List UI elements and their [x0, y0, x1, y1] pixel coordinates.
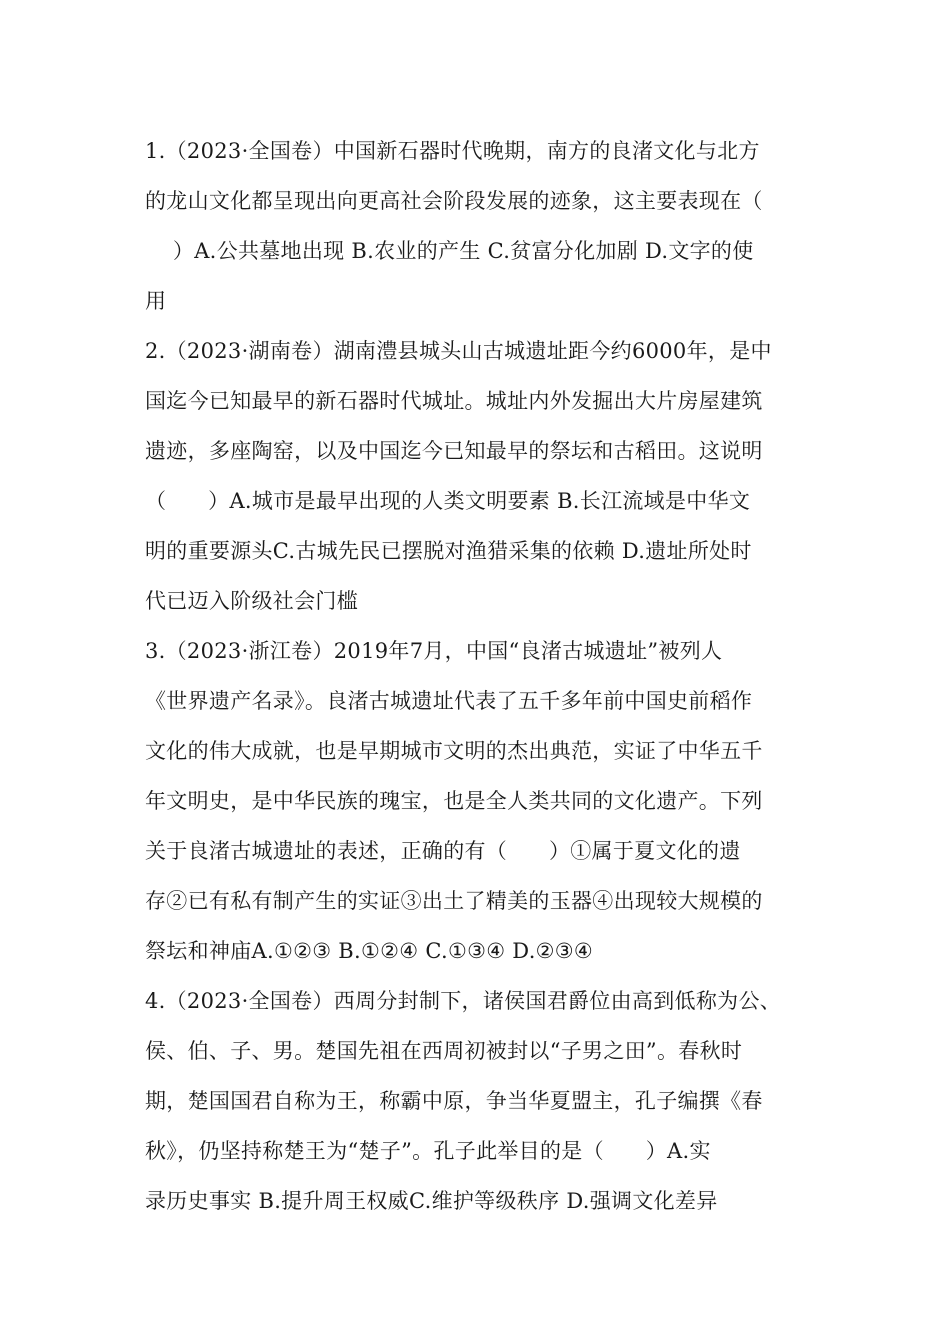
- question-3-line-4: 年文明史，是中华民族的瑰宝，也是全人类共同的文化遗产。下列: [145, 789, 763, 813]
- question-3-line-2: 《世界遗产名录》。良渚古城遗址代表了五千多年前中国史前稻作: [145, 689, 753, 713]
- question-2-line-4: （ ）A.城市是最早出现的人类文明要素 B.长江流域是中华文: [145, 489, 751, 513]
- question-2-line-3: 遗迹，多座陶窑，以及中国迄今已知最早的祭坛和古稻田。这说明: [145, 439, 763, 463]
- question-4: [145, 976, 815, 1226]
- question-2-line-2: 国迄今已知最早的新石器时代城址。城址内外发掘出大片房屋建筑: [145, 389, 763, 413]
- question-4-line-5: 录历史事实 B.提升周王权威C.维护等级秩序 D.强调文化差异: [145, 1189, 718, 1213]
- question-3-line-5: 关于良渚古城遗址的表述，正确的有（ ）①属于夏文化的遗: [145, 839, 741, 863]
- question-3: [145, 626, 815, 976]
- question-1-line-2: 的龙山文化都呈现出向更高社会阶段发展的迹象，这主要表现在（: [145, 189, 763, 213]
- question-2-line-5: 明的重要源头C.古城先民已摆脱对渔猎采集的依赖 D.遗址所处时: [145, 539, 752, 563]
- question-3-line-7: 祭坛和神庙A.①②③ B.①②④ C.①③④ D.②③④: [145, 939, 594, 963]
- question-1-line-4: 用: [145, 289, 167, 313]
- question-1-line-3: ）A.公共墓地出现 B.农业的产生 C.贫富分化加剧 D.文字的使: [145, 239, 754, 263]
- question-1: [145, 126, 815, 326]
- question-1-line-1: 1.（2023·全国卷）中国新石器时代晚期，南方的良渚文化与北方: [145, 139, 760, 163]
- question-3-line-1: 3.（2023·浙江卷）2019年7月，中国“良渚古城遗址”被列人: [145, 639, 723, 663]
- question-4-line-4: 秋》，仍坚持称楚王为“楚子”。孔子此举目的是（ ）A.实: [145, 1139, 711, 1163]
- question-list: [145, 126, 815, 1226]
- question-2-line-6: 代已迈入阶级社会门槛: [145, 589, 358, 613]
- question-2-line-1: 2.（2023·湖南卷）湖南澧县城头山古城遗址距今约6000年，是中: [145, 339, 772, 363]
- question-2: [145, 326, 815, 626]
- question-4-line-2: 侯、伯、子、男。楚国先祖在西周初被封以“子男之田”。春秋时: [145, 1039, 743, 1063]
- question-3-line-6: 存②已有私有制产生的实证③出土了精美的玉器④出现较大规模的: [145, 889, 763, 913]
- question-4-line-1: 4.（2023·全国卷）西周分封制下，诸侯国君爵位由高到低称为公、: [145, 989, 782, 1013]
- question-3-line-3: 文化的伟大成就，也是早期城市文明的杰出典范，实证了中华五千: [145, 739, 763, 763]
- question-4-line-3: 期，楚国国君自称为王，称霸中原，争当华夏盟主，孔子编撰《春: [145, 1089, 763, 1113]
